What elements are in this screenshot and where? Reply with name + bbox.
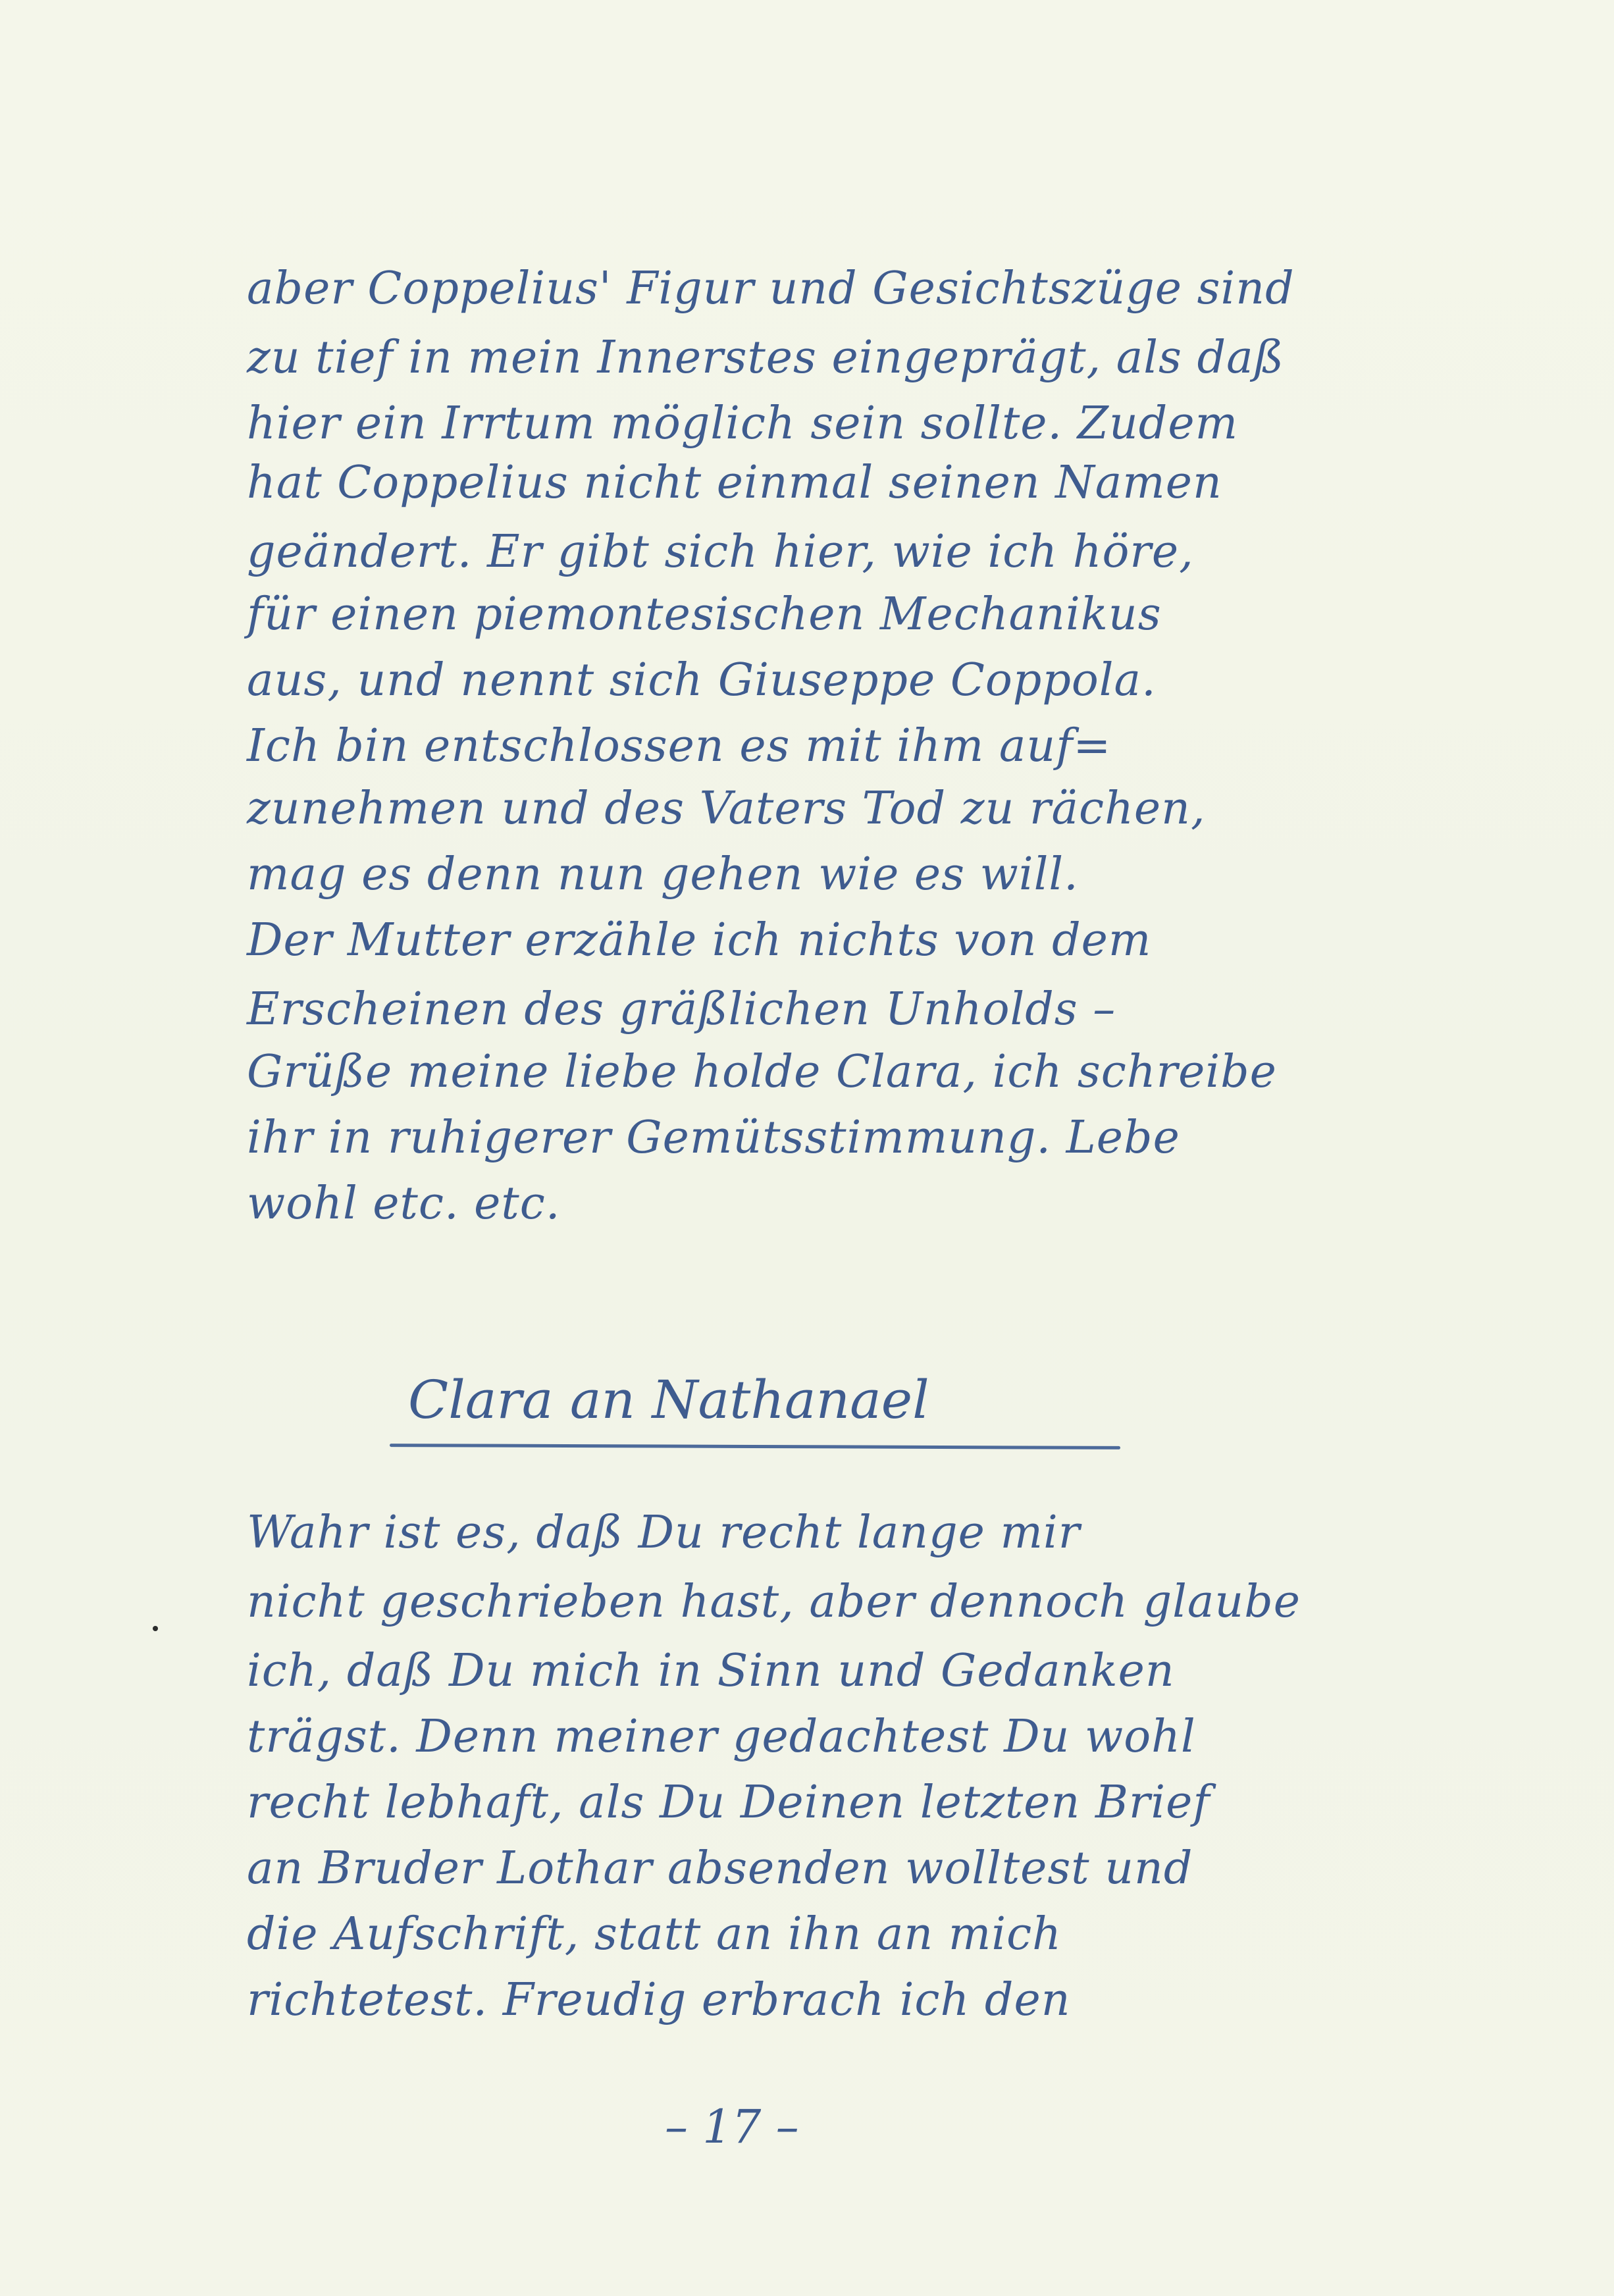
letter1-line-11: Der Mutter erzähle ich nichts von dem: [247, 914, 1152, 966]
letter1-line-13: Grüße meine liebe holde Clara, ich schreibe: [247, 1046, 1277, 1098]
letter2-line-4: trägst. Denn meiner gedachtest Du wohl: [247, 1711, 1196, 1763]
letter2-line-1: Wahr ist es, daß Du recht lange mir: [247, 1507, 1081, 1559]
letter1-line-5: geändert. Er gibt sich hier, wie ich höre,: [247, 526, 1194, 578]
letter2-line-5: recht lebhaft, als Du Deinen letzten Brief: [247, 1777, 1210, 1829]
heading-underline: [390, 1444, 1120, 1449]
letter2-line-7: die Aufschrift, statt an ihn an mich: [247, 1908, 1062, 1960]
letter1-line-4: hat Coppelius nicht einmal seinen Namen: [247, 457, 1222, 509]
letter1-line-8: Ich bin entschlossen es mit ihm auf=: [247, 720, 1112, 772]
letter1-line-9: zunehmen und des Vaters Tod zu rächen,: [247, 783, 1206, 835]
letter2-line-2: nicht geschrieben hast, aber dennoch glaube: [247, 1576, 1301, 1628]
page-number: – 17 –: [665, 2100, 799, 2154]
letter2-line-6: an Bruder Lothar absenden wolltest und: [247, 1842, 1193, 1894]
letter1-line-15: wohl etc. etc.: [247, 1178, 561, 1230]
letter1-line-2: zu tief in mein Innerstes eingeprägt, als daß: [247, 332, 1285, 384]
letter1-line-7: aus, und nennt sich Giuseppe Coppola.: [247, 654, 1157, 706]
letter1-line-14: ihr in ruhigerer Gemütsstimmung. Lebe: [247, 1112, 1180, 1164]
letter2-line-8: richtetest. Freudig erbrach ich den: [247, 1974, 1071, 2026]
letter1-line-12: Erscheinen des gräßlichen Unholds –: [247, 983, 1116, 1035]
letter1-line-10: mag es denn nun gehen wie es will.: [247, 848, 1079, 900]
letter-heading: Clara an Nathanael: [408, 1369, 929, 1430]
letter1-line-6: für einen piemontesischen Mechanikus: [247, 588, 1162, 640]
letter1-line-3: hier ein Irrtum möglich sein sollte. Zudem: [247, 398, 1239, 450]
letter1-line-1: aber Coppelius' Figur und Gesichtszüge sind: [247, 263, 1295, 315]
letter2-line-3: ich, daß Du mich in Sinn und Gedanken: [247, 1645, 1175, 1697]
ink-speck: [153, 1626, 158, 1631]
